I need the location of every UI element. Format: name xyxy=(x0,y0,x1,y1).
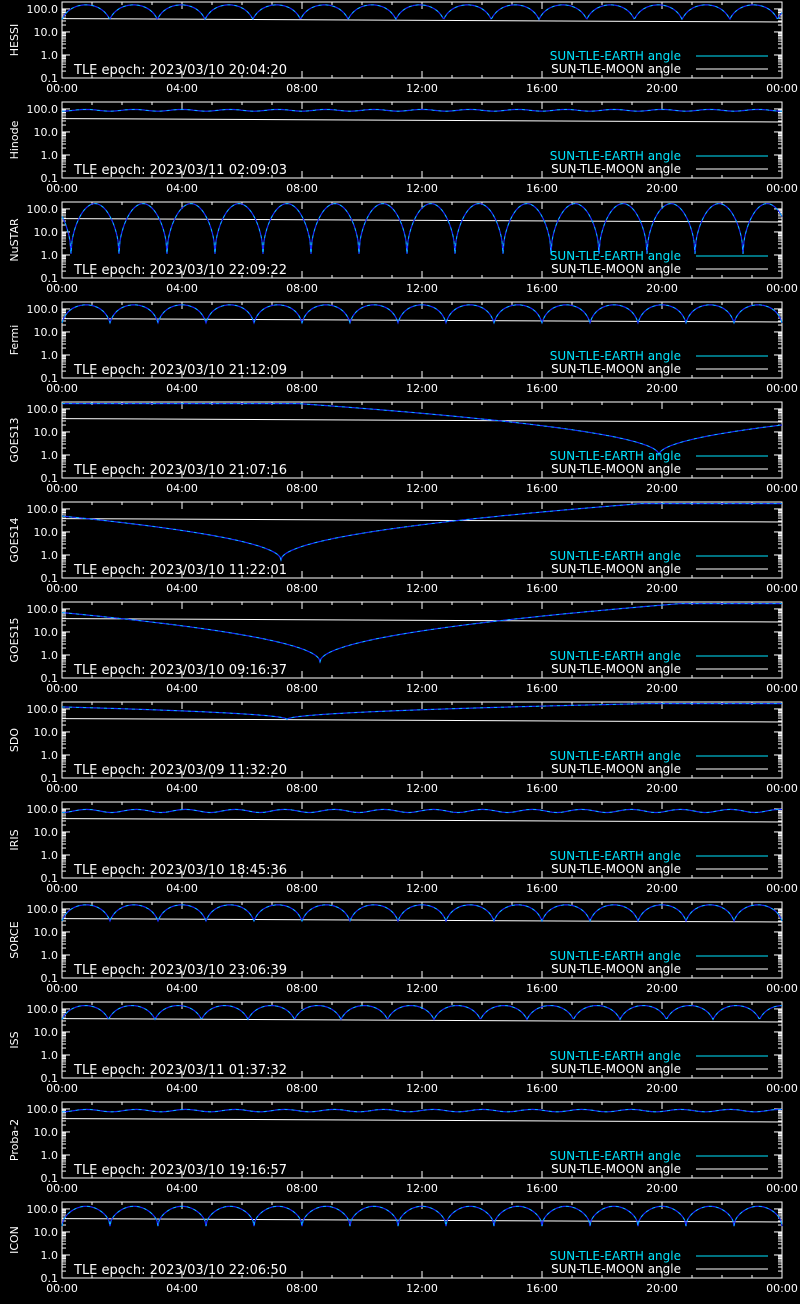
x-tick-label: 00:00 xyxy=(46,1282,78,1295)
tle-epoch-label: TLE epoch: 2023/03/10 20:04:20 xyxy=(74,63,288,78)
legend-moon-label: SUN-TLE-MOON angle xyxy=(551,962,681,976)
x-tick-label: 00:00 xyxy=(46,82,78,95)
moon-angle-line xyxy=(62,419,782,422)
legend-moon-label: SUN-TLE-MOON angle xyxy=(551,1262,681,1276)
x-tick-label: 00:00 xyxy=(766,382,798,395)
legend-earth-label: SUN-TLE-EARTH angle xyxy=(549,349,681,363)
y-tick-label: 10.0 xyxy=(33,925,58,939)
x-tick-label: 00:00 xyxy=(46,582,78,595)
y-tick-label: 100.0 xyxy=(26,1002,58,1016)
legend-earth-label: SUN-TLE-EARTH angle xyxy=(549,1149,681,1163)
y-tick-label: 0.1 xyxy=(40,1072,58,1085)
y-tick-label: 10.0 xyxy=(33,325,58,339)
y-tick-label: 100.0 xyxy=(26,702,58,716)
panel-sorce xyxy=(8,902,798,995)
x-tick-label: 12:00 xyxy=(406,282,438,295)
x-tick-label: 16:00 xyxy=(526,282,558,295)
x-tick-label: 16:00 xyxy=(526,982,558,995)
y-tick-label: 100.0 xyxy=(26,202,58,216)
x-tick-label: 00:00 xyxy=(46,482,78,495)
x-tick-label: 04:00 xyxy=(166,382,198,395)
x-tick-label: 00:00 xyxy=(46,882,78,895)
legend-moon-label: SUN-TLE-MOON angle xyxy=(551,1062,681,1076)
x-tick-label: 20:00 xyxy=(646,782,678,795)
moon-angle-line xyxy=(62,819,782,822)
tle-epoch-label: TLE epoch: 2023/03/10 22:09:22 xyxy=(74,263,288,278)
legend-moon-label: SUN-TLE-MOON angle xyxy=(551,462,681,476)
x-tick-label: 20:00 xyxy=(646,282,678,295)
y-tick-label: 10.0 xyxy=(33,425,58,439)
x-tick-label: 12:00 xyxy=(406,882,438,895)
legend-earth-label: SUN-TLE-EARTH angle xyxy=(549,549,681,563)
earth-angle-shadow xyxy=(62,404,782,455)
x-tick-label: 00:00 xyxy=(766,582,798,595)
legend-moon-label: SUN-TLE-MOON angle xyxy=(551,162,681,176)
x-tick-label: 12:00 xyxy=(406,482,438,495)
y-tick-label: 0.1 xyxy=(40,1272,58,1285)
y-tick-label: 100.0 xyxy=(26,1102,58,1116)
y-tick-label: 100.0 xyxy=(26,902,58,916)
x-tick-label: 16:00 xyxy=(526,782,558,795)
panel-goes13 xyxy=(8,402,798,495)
tle-epoch-label: TLE epoch: 2023/03/10 11:22:01 xyxy=(74,563,288,578)
x-tick-label: 20:00 xyxy=(646,982,678,995)
x-tick-label: 12:00 xyxy=(406,782,438,795)
x-tick-label: 16:00 xyxy=(526,1282,558,1295)
legend-moon-label: SUN-TLE-MOON angle xyxy=(551,662,681,676)
y-tick-label: 0.1 xyxy=(40,472,58,485)
x-tick-label: 12:00 xyxy=(406,682,438,695)
panel-fermi xyxy=(8,302,798,395)
x-tick-label: 20:00 xyxy=(646,182,678,195)
panel-ylabel: SORCE xyxy=(8,921,21,959)
y-tick-label: 0.1 xyxy=(40,972,58,985)
x-tick-label: 00:00 xyxy=(46,782,78,795)
legend-moon-label: SUN-TLE-MOON angle xyxy=(551,1162,681,1176)
moon-angle-line xyxy=(62,719,782,722)
legend-earth-label: SUN-TLE-EARTH angle xyxy=(549,749,681,763)
moon-angle-line xyxy=(62,619,782,622)
x-tick-label: 04:00 xyxy=(166,882,198,895)
tle-epoch-label: TLE epoch: 2023/03/10 18:45:36 xyxy=(74,863,288,878)
legend-moon-label: SUN-TLE-MOON angle xyxy=(551,562,681,576)
x-tick-label: 00:00 xyxy=(766,982,798,995)
y-tick-label: 1.0 xyxy=(40,848,58,862)
moon-angle-line xyxy=(62,119,782,122)
y-tick-label: 10.0 xyxy=(33,25,58,39)
x-tick-label: 12:00 xyxy=(406,182,438,195)
panel-ylabel: GOES14 xyxy=(8,517,21,563)
legend-earth-label: SUN-TLE-EARTH angle xyxy=(549,949,681,963)
earth-angle-line xyxy=(62,204,782,254)
x-tick-label: 00:00 xyxy=(46,282,78,295)
x-tick-label: 04:00 xyxy=(166,1282,198,1295)
x-tick-label: 04:00 xyxy=(166,582,198,595)
x-tick-label: 16:00 xyxy=(526,382,558,395)
tle-epoch-label: TLE epoch: 2023/03/10 21:07:16 xyxy=(74,463,288,478)
x-tick-label: 20:00 xyxy=(646,1082,678,1095)
panel-proba-2 xyxy=(8,1102,798,1195)
y-tick-label: 0.1 xyxy=(40,672,58,685)
earth-angle-shadow xyxy=(62,109,782,111)
x-tick-label: 00:00 xyxy=(766,182,798,195)
legend-earth-label: SUN-TLE-EARTH angle xyxy=(549,249,681,263)
x-tick-label: 08:00 xyxy=(286,282,318,295)
y-tick-label: 0.1 xyxy=(40,72,58,85)
legend-earth-label: SUN-TLE-EARTH angle xyxy=(549,649,681,663)
y-tick-label: 1.0 xyxy=(40,448,58,462)
panel-iss xyxy=(8,1002,798,1095)
y-tick-label: 10.0 xyxy=(33,125,58,139)
y-tick-label: 100.0 xyxy=(26,1202,58,1216)
legend-earth-label: SUN-TLE-EARTH angle xyxy=(549,1049,681,1063)
x-tick-label: 04:00 xyxy=(166,282,198,295)
x-tick-label: 00:00 xyxy=(46,982,78,995)
moon-angle-line xyxy=(62,519,782,522)
tle-epoch-label: TLE epoch: 2023/03/10 21:12:09 xyxy=(74,363,288,378)
y-tick-label: 10.0 xyxy=(33,1025,58,1039)
earth-angle-line xyxy=(62,1006,782,1020)
x-tick-label: 04:00 xyxy=(166,82,198,95)
legend-earth-label: SUN-TLE-EARTH angle xyxy=(549,849,681,863)
panel-ylabel: IRIS xyxy=(8,829,21,851)
panel-ylabel: GOES13 xyxy=(8,417,21,463)
x-tick-label: 00:00 xyxy=(766,82,798,95)
moon-angle-line xyxy=(62,1219,782,1222)
panel-nustar xyxy=(8,202,798,295)
y-tick-label: 1.0 xyxy=(40,148,58,162)
x-tick-label: 08:00 xyxy=(286,382,318,395)
tle-epoch-label: TLE epoch: 2023/03/10 09:16:37 xyxy=(74,663,288,678)
x-tick-label: 00:00 xyxy=(766,282,798,295)
tle-epoch-label: TLE epoch: 2023/03/10 22:06:50 xyxy=(74,1263,288,1278)
x-tick-label: 08:00 xyxy=(286,82,318,95)
y-tick-label: 10.0 xyxy=(33,1125,58,1139)
x-tick-label: 00:00 xyxy=(46,1082,78,1095)
y-tick-label: 10.0 xyxy=(33,1225,58,1239)
x-tick-label: 20:00 xyxy=(646,682,678,695)
x-tick-label: 12:00 xyxy=(406,582,438,595)
panel-ylabel: GOES15 xyxy=(8,617,21,663)
x-tick-label: 04:00 xyxy=(166,482,198,495)
panel-ylabel: ISS xyxy=(8,1031,21,1049)
x-tick-label: 12:00 xyxy=(406,82,438,95)
y-tick-label: 1.0 xyxy=(40,1248,58,1262)
legend-earth-label: SUN-TLE-EARTH angle xyxy=(549,149,681,163)
tle-epoch-label: TLE epoch: 2023/03/11 01:37:32 xyxy=(74,1063,288,1078)
panel-goes14 xyxy=(8,502,798,595)
x-tick-label: 00:00 xyxy=(766,682,798,695)
panel-ylabel: Hinode xyxy=(8,120,21,160)
panel-ylabel: ICON xyxy=(8,1226,21,1254)
moon-angle-line xyxy=(62,1119,782,1122)
y-tick-label: 0.1 xyxy=(40,1172,58,1185)
x-tick-label: 00:00 xyxy=(766,1082,798,1095)
y-tick-label: 10.0 xyxy=(33,625,58,639)
x-tick-label: 16:00 xyxy=(526,482,558,495)
x-tick-label: 16:00 xyxy=(526,182,558,195)
x-tick-label: 08:00 xyxy=(286,1082,318,1095)
x-tick-label: 20:00 xyxy=(646,482,678,495)
panel-icon xyxy=(8,1202,798,1295)
x-tick-label: 08:00 xyxy=(286,582,318,595)
y-tick-label: 0.1 xyxy=(40,572,58,585)
earth-angle-shadow xyxy=(62,204,782,254)
x-tick-label: 16:00 xyxy=(526,882,558,895)
x-tick-label: 12:00 xyxy=(406,1182,438,1195)
y-tick-label: 1.0 xyxy=(40,48,58,62)
y-tick-label: 0.1 xyxy=(40,872,58,885)
x-tick-label: 00:00 xyxy=(766,1182,798,1195)
x-tick-label: 16:00 xyxy=(526,682,558,695)
panel-hessi xyxy=(8,2,798,95)
y-tick-label: 100.0 xyxy=(26,602,58,616)
x-tick-label: 12:00 xyxy=(406,1082,438,1095)
x-tick-label: 00:00 xyxy=(46,1182,78,1195)
x-tick-label: 16:00 xyxy=(526,82,558,95)
x-tick-label: 20:00 xyxy=(646,882,678,895)
legend-moon-label: SUN-TLE-MOON angle xyxy=(551,62,681,76)
y-tick-label: 1.0 xyxy=(40,648,58,662)
legend-moon-label: SUN-TLE-MOON angle xyxy=(551,762,681,776)
moon-angle-line xyxy=(62,319,782,322)
x-tick-label: 04:00 xyxy=(166,1082,198,1095)
earth-angle-line xyxy=(62,404,782,455)
x-tick-label: 20:00 xyxy=(646,82,678,95)
legend-earth-label: SUN-TLE-EARTH angle xyxy=(549,449,681,463)
legend-earth-label: SUN-TLE-EARTH angle xyxy=(549,49,681,63)
panel-ylabel: SDO xyxy=(8,727,21,753)
x-tick-label: 04:00 xyxy=(166,782,198,795)
x-tick-label: 08:00 xyxy=(286,482,318,495)
x-tick-label: 20:00 xyxy=(646,382,678,395)
moon-angle-line xyxy=(62,919,782,922)
x-tick-label: 20:00 xyxy=(646,582,678,595)
panel-ylabel: Proba-2 xyxy=(8,1118,21,1162)
y-tick-label: 0.1 xyxy=(40,272,58,285)
x-tick-label: 08:00 xyxy=(286,1182,318,1195)
y-tick-label: 100.0 xyxy=(26,302,58,316)
y-tick-label: 10.0 xyxy=(33,725,58,739)
y-tick-label: 100.0 xyxy=(26,2,58,16)
x-tick-label: 08:00 xyxy=(286,1282,318,1295)
panel-ylabel: HESSI xyxy=(8,23,21,57)
x-tick-label: 20:00 xyxy=(646,1282,678,1295)
tle-epoch-label: TLE epoch: 2023/03/10 19:16:57 xyxy=(74,1163,288,1178)
x-tick-label: 08:00 xyxy=(286,782,318,795)
x-tick-label: 04:00 xyxy=(166,682,198,695)
y-tick-label: 100.0 xyxy=(26,102,58,116)
panel-hinode xyxy=(8,102,798,195)
panel-ylabel: Fermi xyxy=(8,324,21,356)
x-tick-label: 20:00 xyxy=(646,1182,678,1195)
y-tick-label: 1.0 xyxy=(40,348,58,362)
y-tick-label: 1.0 xyxy=(40,1048,58,1062)
moon-angle-line xyxy=(62,1019,782,1022)
y-tick-label: 1.0 xyxy=(40,948,58,962)
tle-epoch-label: TLE epoch: 2023/03/09 11:32:20 xyxy=(74,763,288,778)
x-tick-label: 12:00 xyxy=(406,382,438,395)
moon-angle-line xyxy=(62,219,782,222)
x-tick-label: 16:00 xyxy=(526,582,558,595)
y-tick-label: 10.0 xyxy=(33,225,58,239)
legend-earth-label: SUN-TLE-EARTH angle xyxy=(549,1249,681,1263)
y-tick-label: 10.0 xyxy=(33,825,58,839)
y-tick-label: 0.1 xyxy=(40,372,58,385)
tle-epoch-label: TLE epoch: 2023/03/11 02:09:03 xyxy=(74,163,288,178)
x-tick-label: 00:00 xyxy=(766,882,798,895)
y-tick-label: 1.0 xyxy=(40,548,58,562)
y-tick-label: 0.1 xyxy=(40,172,58,185)
y-tick-label: 1.0 xyxy=(40,748,58,762)
x-tick-label: 08:00 xyxy=(286,682,318,695)
x-tick-label: 00:00 xyxy=(766,482,798,495)
y-tick-label: 0.1 xyxy=(40,772,58,785)
x-tick-label: 00:00 xyxy=(46,682,78,695)
x-tick-label: 00:00 xyxy=(766,782,798,795)
panel-goes15 xyxy=(8,602,798,695)
x-tick-label: 04:00 xyxy=(166,982,198,995)
x-tick-label: 16:00 xyxy=(526,1182,558,1195)
legend-moon-label: SUN-TLE-MOON angle xyxy=(551,862,681,876)
legend-moon-label: SUN-TLE-MOON angle xyxy=(551,262,681,276)
x-tick-label: 04:00 xyxy=(166,1182,198,1195)
y-tick-label: 1.0 xyxy=(40,1148,58,1162)
x-tick-label: 12:00 xyxy=(406,982,438,995)
panel-sdo xyxy=(8,702,798,795)
x-tick-label: 12:00 xyxy=(406,1282,438,1295)
x-tick-label: 00:00 xyxy=(46,382,78,395)
legend-moon-label: SUN-TLE-MOON angle xyxy=(551,362,681,376)
x-tick-label: 16:00 xyxy=(526,1082,558,1095)
y-tick-label: 1.0 xyxy=(40,248,58,262)
panel-iris xyxy=(8,802,798,895)
panel-ylabel: NuSTAR xyxy=(8,218,21,262)
x-tick-label: 00:00 xyxy=(766,1282,798,1295)
y-tick-label: 100.0 xyxy=(26,802,58,816)
tle-epoch-label: TLE epoch: 2023/03/10 23:06:39 xyxy=(74,963,288,978)
y-tick-label: 100.0 xyxy=(26,402,58,416)
x-tick-label: 08:00 xyxy=(286,182,318,195)
x-tick-label: 00:00 xyxy=(46,182,78,195)
y-tick-label: 10.0 xyxy=(33,525,58,539)
x-tick-label: 04:00 xyxy=(166,182,198,195)
y-tick-label: 100.0 xyxy=(26,502,58,516)
x-tick-label: 08:00 xyxy=(286,982,318,995)
x-tick-label: 08:00 xyxy=(286,882,318,895)
moon-angle-line xyxy=(62,19,782,22)
